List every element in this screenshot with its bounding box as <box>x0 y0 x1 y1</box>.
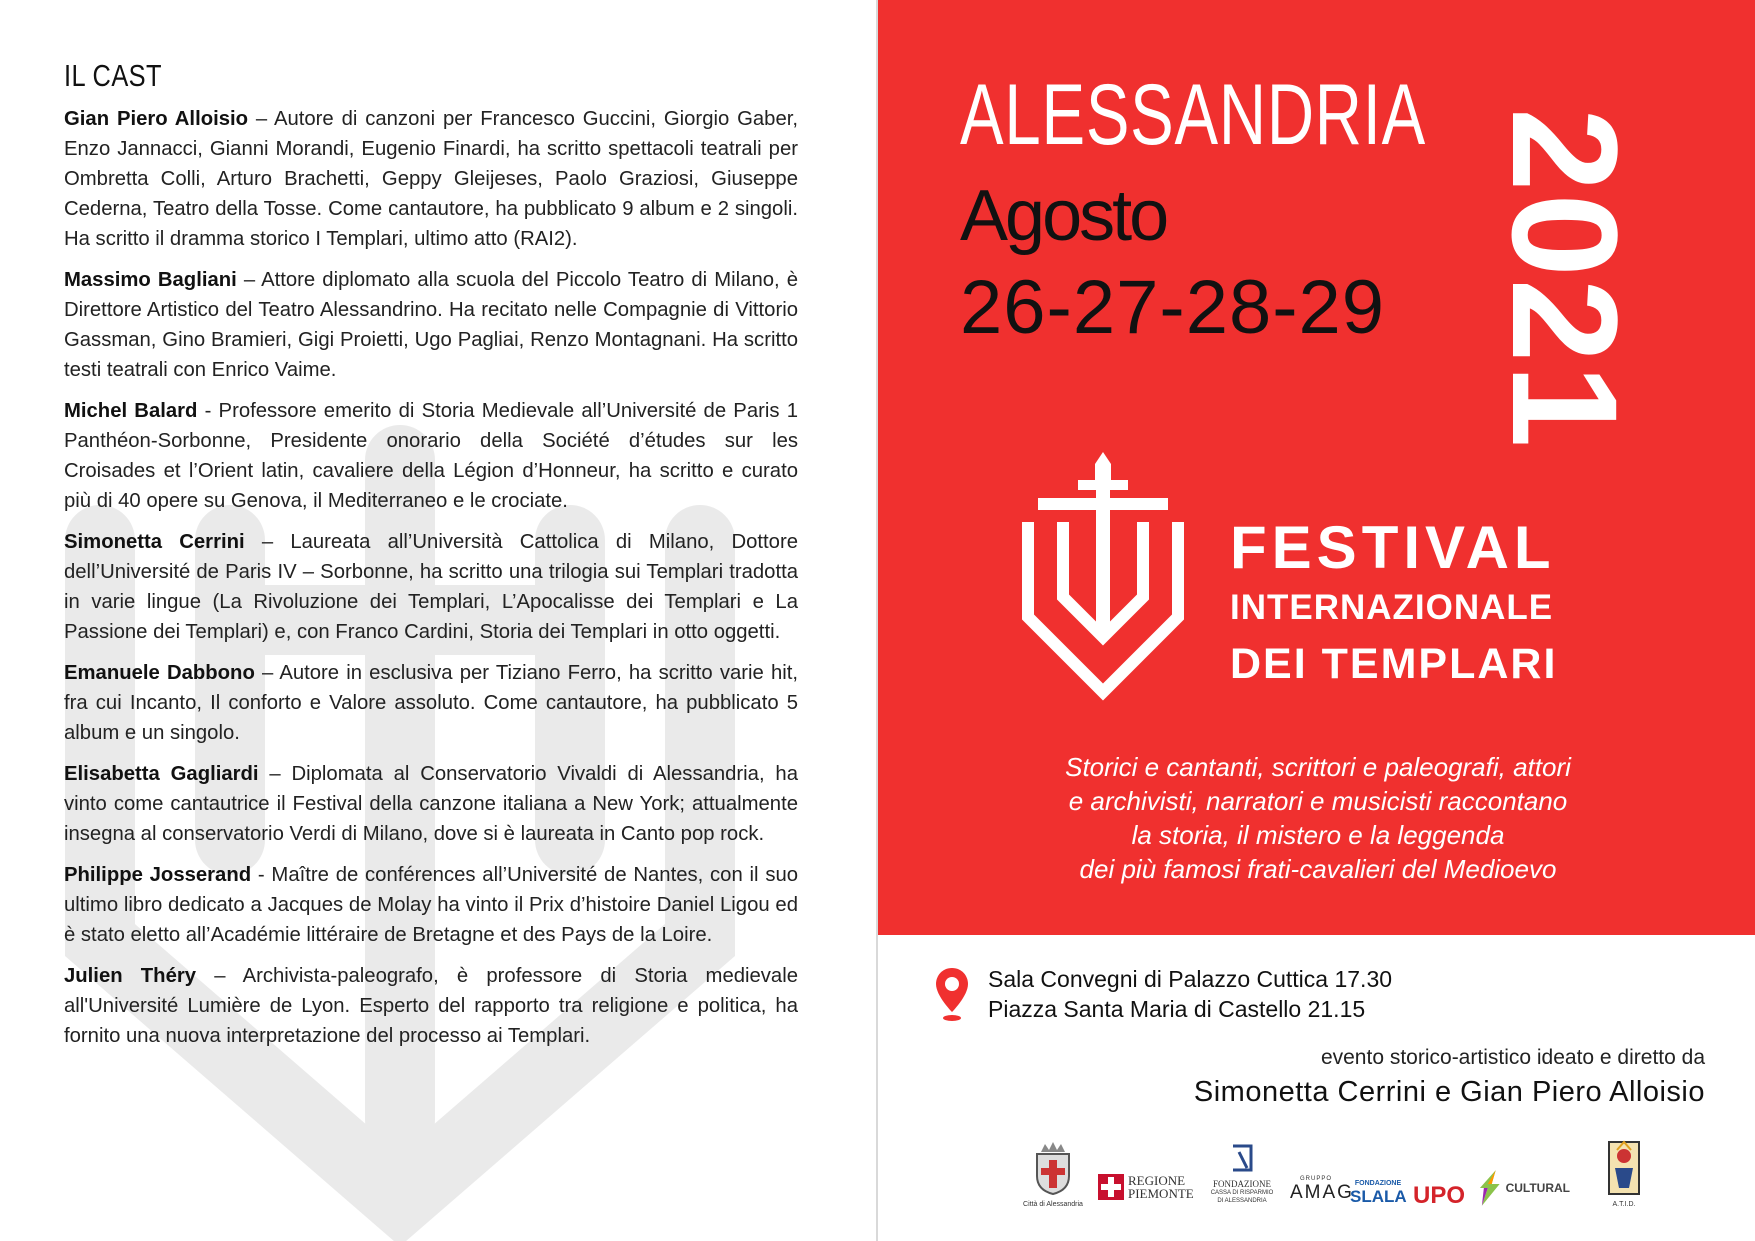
tagline-line: Storici e cantanti, scrittori e paleografi, attori <box>1065 752 1571 782</box>
credit-names: Simonetta Cerrini e Gian Piero Alloisio <box>1193 1076 1705 1108</box>
bio-item <box>64 961 798 1051</box>
venue-item: Sala Convegni di Palazzo Cuttica 17.30 <box>988 966 1393 992</box>
sword-shield-logo-icon <box>1018 452 1188 702</box>
bio-item <box>64 396 798 516</box>
year-label: 2021 <box>1481 108 1649 450</box>
bio-name: Philippe Josserand <box>64 864 252 886</box>
cast-list <box>64 104 798 1062</box>
coat-of-arms-icon <box>1031 1140 1075 1196</box>
fondazione-crn-icon <box>1227 1142 1257 1174</box>
bio-text: – Laureata all’Università Cattolica di Milano, Dottore dell’Université de Paris IV – Sorbonne, ha scritto una trilogia sui Templari tradotta in varie lingue (La Rivoluzione dei Templari, L’Apocalisse dei Templari e La Passione dei Templari) e, con Franco Cardini, Storia dei Templari in otto oggetti. <box>64 531 798 643</box>
bio-text: - Professore emerito di Storia Medievale all’Université de Paris 1 Panthéon-Sorbonne, Presidente onorario della Société d’études sur les Croisades et l’Orient latin, cavaliere della Légion d’Honneur, ha scritto e curato più di 40 opere su Genova, il Mediterraneo e le crociate. <box>64 400 798 512</box>
cultural-label: CULTURAL <box>1505 1181 1570 1195</box>
atid-jester-icon <box>1607 1140 1641 1196</box>
atid-label: A.T.I.D. <box>1612 1201 1636 1208</box>
fondazione-line3: DI ALESSANDRIA <box>1217 1198 1267 1204</box>
bio-text: – Attore diplomato alla scuola del Piccolo Teatro di Milano, è Direttore Artistico del Teatro Alessandrino. Ha recitato nelle Compagnie di Vittorio Gassman, Gino Bramieri, Gigi Proietti, Ugo Pagliai, Renzo Montagnani. Ha scritto testi teatrali con Enrico Vaime. <box>64 269 798 381</box>
sponsor-fondazione-cral <box>1204 1142 1280 1205</box>
bio-name: Julien Théry <box>64 965 197 987</box>
regione-line1: REGIONE <box>1128 1173 1186 1188</box>
tagline-line: la storia, il mistero e la leggenda <box>1131 820 1505 850</box>
bio-text: – Diplomata al Conservatorio Vivaldi di Alessandria, ha vinto come cantautrice il Festival della canzone italiana a New York; attualmente insegna al conservatorio Verdi di Milano, dove si è laureata in Canto pop rock. <box>64 763 798 845</box>
regione-line2: PIEMONTE <box>1128 1186 1194 1201</box>
sponsor-atid <box>1600 1140 1648 1208</box>
page-title: IL CAST <box>64 58 162 93</box>
credit-intro: evento storico-artistico ideato e diretto da <box>1320 1046 1705 1069</box>
bio-name: Michel Balard <box>64 400 198 422</box>
cultural-logo-icon <box>1474 1166 1504 1210</box>
tagline-line: dei più famosi frati-cavalieri del Medioevo <box>1079 854 1557 884</box>
bio-text: – Autore in esclusiva per Tiziano Ferro, ha scritto varie hit, fra cui Incanto, Il conforto e Valore assoluto. Come cantautore, ha pubblicato 5 album e un singolo. <box>64 662 798 744</box>
venue-item: Piazza Santa Maria di Castello 21.15 <box>988 996 1366 1022</box>
bio-name: Elisabetta Gagliardi <box>64 763 259 785</box>
bio-item <box>64 759 798 849</box>
sponsor-city-label: Città di Alessandria <box>1023 1201 1083 1208</box>
tagline-line: e archivisti, narratori e musicisti raccontano <box>1068 786 1568 816</box>
bio-item <box>64 527 798 647</box>
sponsor-regione-piemonte <box>1098 1174 1194 1200</box>
bio-text: – Archivista-paleografo, è professore di Storia medievale all'Université Lumière de Lyon. Esperto del rapporto tra religione e politica, ha fornito una nuova interpretazione del processo ai Templari. <box>64 965 798 1047</box>
cast-page <box>0 0 876 1241</box>
sponsor-fondazione-slala <box>1350 1180 1406 1207</box>
city-title: ALESSANDRIA <box>960 67 1427 163</box>
festival-title-line1: FESTIVAL <box>1230 514 1556 581</box>
cover-page <box>878 0 1755 1241</box>
upo-label: UPO <box>1412 1182 1465 1209</box>
red-banner <box>878 0 1755 935</box>
sponsor-cultural <box>1474 1166 1570 1210</box>
slala-line1: FONDAZIONE <box>1354 1180 1402 1187</box>
bio-name: Simonetta Cerrini <box>64 531 245 553</box>
amag-group-label: GRUPPO <box>1299 1176 1332 1182</box>
fondazione-line2: CASSA DI RISPARMIO <box>1210 1190 1274 1196</box>
bio-name: Emanuele Dabbono <box>64 662 255 684</box>
month-label: Agosto <box>960 176 1167 256</box>
bio-item <box>64 860 798 950</box>
regione-label <box>1128 1174 1194 1200</box>
bio-name: Gian Piero Alloisio <box>64 108 249 130</box>
sponsor-logos <box>1018 1140 1738 1230</box>
event-days: 26-27-28-29 <box>960 265 1386 350</box>
sponsor-upo <box>1412 1182 1466 1210</box>
map-pin-icon <box>934 966 970 1022</box>
bio-name: Massimo Bagliani <box>64 269 237 291</box>
bio-text: - Maître de conférences all’Université de Nantes, con il suo ultimo libro dedicato a Jacques de Molay ha vinto il Prix d’histoire Daniel Ligou ed è stato eletto all’Académie littéraire de Bretagne et des Pays de la Loire. <box>64 864 799 946</box>
sponsor-city-alessandria <box>1018 1140 1088 1208</box>
slala-line2: SLALA <box>1350 1187 1407 1206</box>
regione-flag-icon <box>1098 1174 1124 1200</box>
fondazione-line1: FONDAZIONE <box>1213 1179 1271 1189</box>
festival-title-line3: DEI TEMPLARI <box>1230 640 1558 688</box>
bio-item <box>64 265 798 385</box>
bio-item <box>64 658 798 748</box>
sponsor-gruppo-amag <box>1290 1176 1354 1204</box>
festival-title-line2: INTERNAZIONALE <box>1230 588 1554 627</box>
bio-text: – Autore di canzoni per Francesco Guccini, Giorgio Gaber, Enzo Jannacci, Gianni Morandi, Eugenio Finardi, ha scritto spettacoli teatrali per Ombretta Colli, Arturo Brachetti, Geppy Gleijeses, Paolo Graziosi, Giuseppe Cederna, Teatro della Tosse. Come cantautore, ha pubblicato 9 album e 2 singoli. Ha scritto il dramma storico I Templari, ultimo atto (RAI2). <box>64 108 799 250</box>
amag-label: AMAG <box>1290 1182 1354 1203</box>
bio-item <box>64 104 798 254</box>
venue-list <box>988 964 1392 1024</box>
tagline <box>978 750 1658 886</box>
